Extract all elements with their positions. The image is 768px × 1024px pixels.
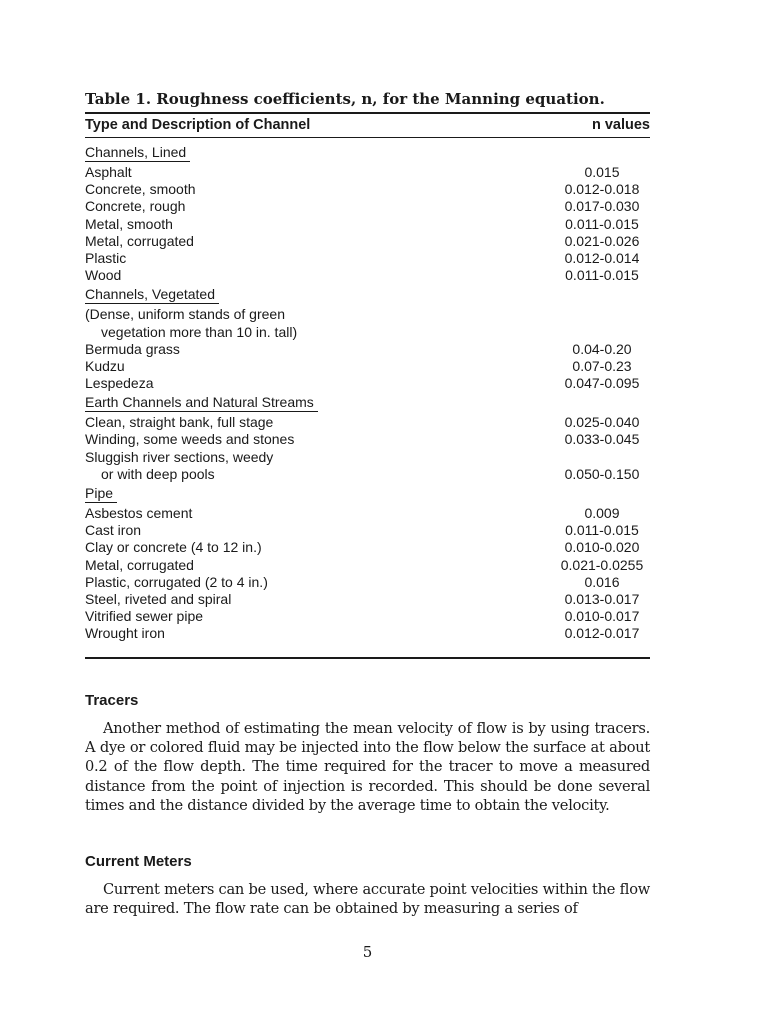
table-row [85, 216, 650, 233]
row-value: 0.012-0.018 [564, 181, 640, 198]
group-title: Earth Channels and Natural Streams [85, 394, 318, 412]
row-label: Clay or concrete (4 to 12 in.) [85, 539, 262, 556]
row-label-continued: or with deep pools [101, 465, 215, 482]
table-group-channels-vegetated [85, 286, 650, 392]
row-label: Asbestos cement [85, 505, 193, 522]
table-row [85, 625, 650, 642]
table-row [85, 522, 650, 539]
table-row [85, 341, 650, 358]
row-label: Plastic [85, 249, 127, 266]
row-label: Concrete, smooth [85, 181, 196, 198]
table-row [85, 358, 650, 375]
group-note: (Dense, uniform stands of green [85, 306, 285, 323]
row-label: Metal, corrugated [85, 232, 194, 249]
table-row [85, 557, 650, 574]
row-label: Wood [85, 267, 122, 284]
table-row [85, 431, 650, 448]
table-row [85, 267, 650, 284]
table-bottom-rule [85, 657, 650, 659]
column-header-n-values: n values [591, 117, 650, 133]
row-label: Lespedeza [85, 375, 154, 392]
table-group-pipe [85, 485, 650, 643]
table-group-earth-channels [85, 394, 650, 483]
row-value: 0.010-0.020 [564, 539, 640, 556]
table-group-channels-lined [85, 144, 650, 284]
table-header-rule [85, 137, 650, 138]
row-label: Kudzu [85, 357, 125, 374]
row-value: 0.017-0.030 [564, 198, 640, 215]
row-value: 0.047-0.095 [564, 375, 640, 392]
row-value: 0.012-0.014 [564, 249, 640, 266]
paragraph-current-meters: Current meters can be used, where accurate point velocities within the flow are required. The flow rate can be obtained by measuring a series of [85, 881, 650, 918]
row-label: Metal, smooth [85, 215, 173, 232]
table-row [85, 181, 650, 198]
row-value: 0.033-0.045 [564, 431, 640, 448]
row-label: Sluggish river sections, weedy [85, 448, 274, 465]
row-label: Asphalt [85, 164, 132, 180]
table-row [85, 198, 650, 215]
table-row [85, 466, 650, 483]
group-note-continued: vegetation more than 10 in. tall) [101, 323, 298, 340]
table-row-wrapped-start [85, 449, 650, 466]
row-label: Vitrified sewer pipe [85, 608, 204, 625]
row-label: Wrought iron [85, 625, 165, 642]
page-number: 5 [362, 943, 373, 961]
table-row [85, 505, 650, 522]
paragraph-tracers: Another method of estimating the mean velocity of flow is by using tracers. A dye or colored fluid may be injected into the flow below the surface at about 0.2 of the flow depth. The time required for the tracer to move a measured distance from the point of injection is recorded. This should be done several times and the distance divided by the average time to obtain the velocity. [85, 720, 650, 814]
row-label: Winding, some weeds and stones [85, 431, 295, 448]
row-value: 0.016 [584, 573, 620, 590]
table-row [85, 233, 650, 250]
row-value: 0.011-0.015 [565, 522, 639, 539]
table-row [85, 539, 650, 556]
table-row [85, 164, 650, 181]
row-value: 0.021-0.0255 [560, 556, 644, 573]
column-header-type: Type and Description of Channel [85, 117, 311, 133]
row-value: 0.025-0.040 [564, 414, 640, 431]
row-label: Cast iron [85, 522, 142, 539]
table-caption: Table 1. Roughness coefficients, n, for the Manning equation. [85, 90, 605, 108]
table-row [85, 574, 650, 591]
row-value: 0.050-0.150 [564, 465, 640, 482]
row-value: 0.07-0.23 [572, 357, 632, 374]
row-label: Bermuda grass [85, 340, 180, 357]
row-value: 0.011-0.015 [565, 215, 639, 232]
roughness-table-body [85, 144, 650, 645]
table-top-rule [85, 112, 650, 114]
table-row [85, 608, 650, 625]
row-value: 0.012-0.017 [564, 625, 640, 642]
row-value: 0.010-0.017 [564, 608, 640, 625]
section-heading-current-meters: Current Meters [85, 853, 192, 870]
row-value: 0.021-0.026 [564, 232, 640, 249]
row-value: 0.011-0.015 [565, 267, 639, 284]
group-title: Pipe [85, 485, 117, 503]
row-value: 0.013-0.017 [564, 590, 640, 607]
row-label: Metal, corrugated [85, 556, 194, 573]
table-row [85, 414, 650, 431]
table-row [85, 375, 650, 392]
group-title: Channels, Lined [85, 144, 190, 162]
row-label: Steel, riveted and spiral [85, 590, 232, 607]
section-heading-tracers: Tracers [85, 692, 139, 709]
table-row [85, 250, 650, 267]
row-label: Plastic, corrugated (2 to 4 in.) [85, 573, 268, 590]
row-value: 0.04-0.20 [572, 340, 632, 357]
row-label: Concrete, rough [85, 198, 186, 215]
row-label: Clean, straight bank, full stage [85, 414, 274, 431]
row-value: 0.015 [584, 164, 620, 180]
row-value: 0.009 [584, 505, 620, 522]
table-row [85, 591, 650, 608]
group-title: Channels, Vegetated [85, 286, 219, 304]
